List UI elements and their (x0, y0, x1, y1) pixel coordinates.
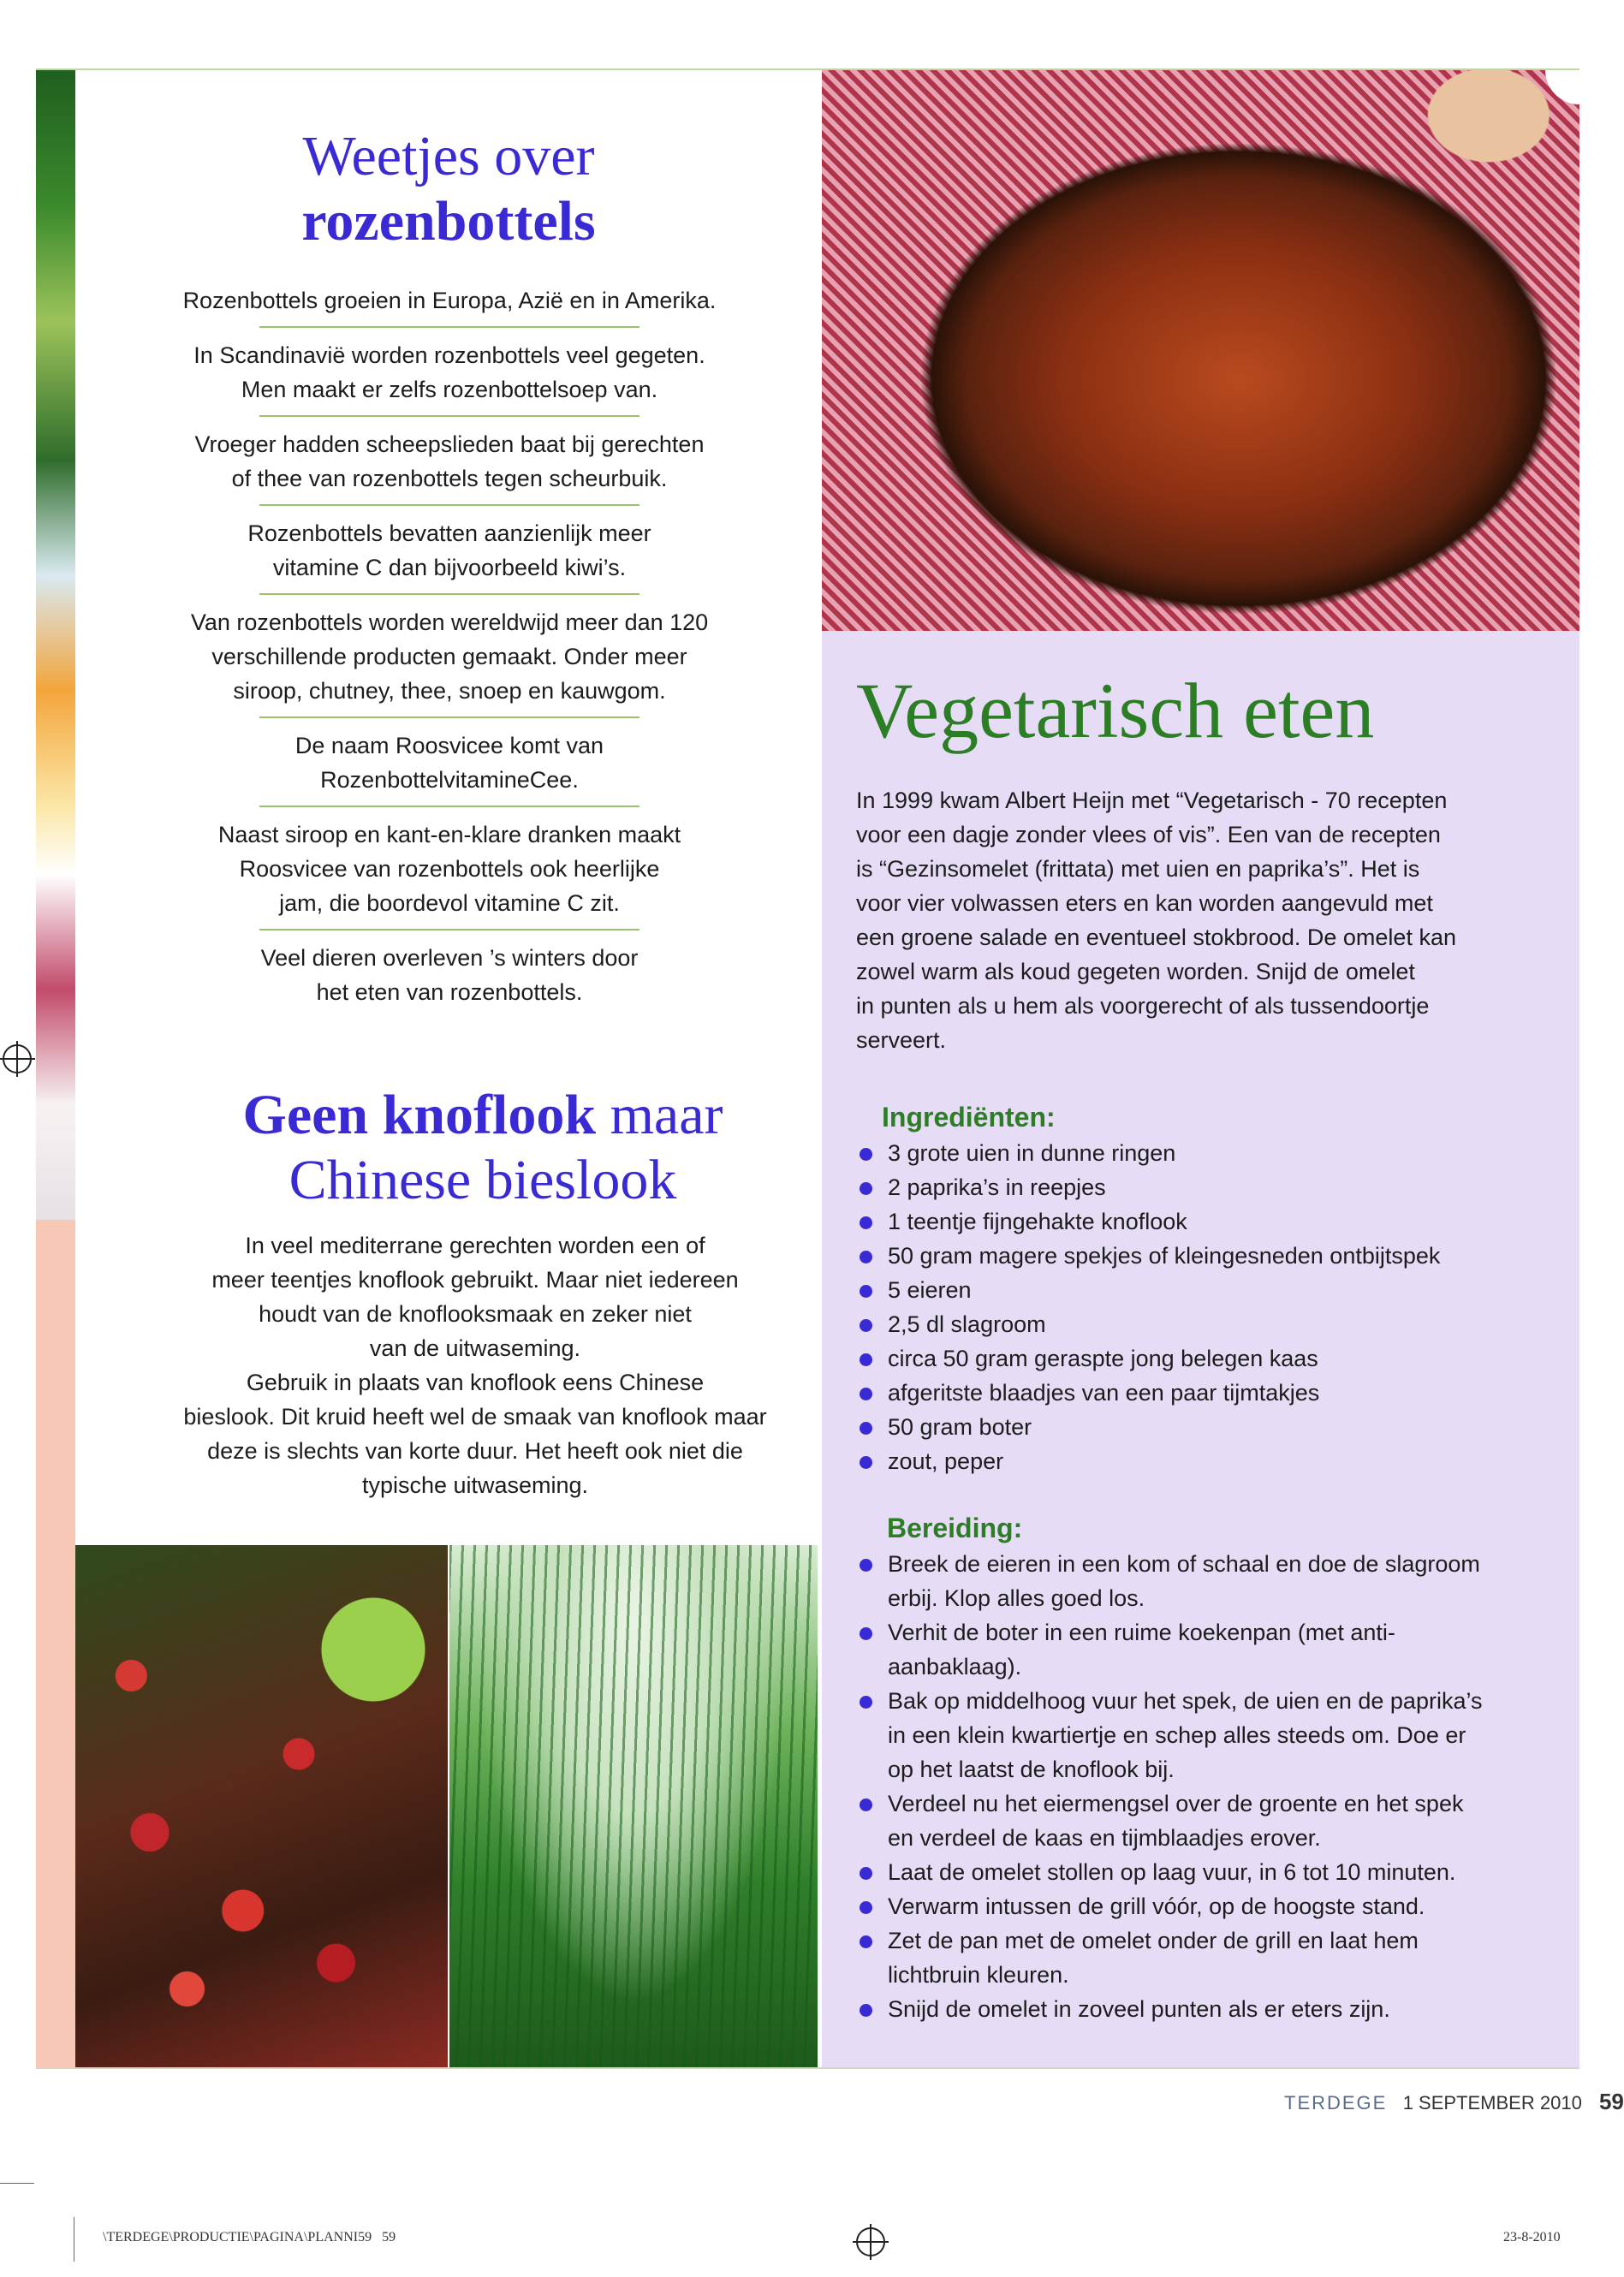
garlic-title-bold: Geen knoflook (242, 1084, 597, 1146)
fact-item: Veel dieren overleven ’s winters door het eten van rozenbottels. (260, 945, 639, 1005)
preparation-step: Verhit de boter in een ruime koekenpan (met anti- aanbaklaag). (856, 1615, 1532, 1684)
ingredient-item: 50 gram boter (856, 1410, 1532, 1444)
fact-item: Rozenbottels bevatten aanzienlijk meer vitamine C dan bijvoorbeeld kiwi’s. (247, 520, 651, 580)
fact-item: De naam Roosvicee komt van RozenbottelvitamineCee. (294, 733, 604, 793)
rosehip-photo (75, 1545, 448, 2067)
fact-item: Van rozenbottels worden wereldwijd meer dan 120 verschillende producten gemaakt. Onder meer siroop, chutney, thee, snoep en kauwgom. (190, 609, 709, 704)
footer-page-number: 59 (1598, 2089, 1624, 2114)
registration-mark-icon (3, 1044, 32, 1073)
fact-item: In Scandinavië worden rozenbottels veel gegeten. Men maakt er zelfs rozenbottelsoep van. (193, 342, 705, 402)
fact-item: Naast siroop en kant-en-klare dranken maakt Roosvicee van rozenbottels ook heerlijke jam, die boordevol vitamine C zit. (217, 822, 681, 916)
ingredient-item: 5 eieren (856, 1273, 1532, 1307)
crop-mark-horizontal (0, 2183, 34, 2184)
slug-path: \TERDEGE\PRODUCTIE\PAGINA\PLANNI59 59 (103, 2230, 396, 2244)
preparation-step: Snijd de omelet in zoveel punten als er eters zijn. (856, 1992, 1532, 2026)
ingredient-item: 2,5 dl slagroom (856, 1307, 1532, 1341)
ingredient-item: circa 50 gram geraspte jong belegen kaas (856, 1341, 1532, 1376)
fact-separator (259, 806, 639, 807)
preparation-step: Laat de omelet stollen op laag vuur, in 6 tot 10 minuten. (856, 1855, 1532, 1889)
preparation-heading: Bereiding: (887, 1513, 1023, 1543)
footer-magazine: TERDEGE (1284, 2092, 1388, 2114)
slug-date: 23-8-2010 (1503, 2230, 1561, 2244)
preparation-list (856, 1547, 1532, 2026)
facts-title (75, 124, 822, 254)
facts-list (137, 278, 762, 1018)
ingredient-item: 3 grote uien in dunne ringen (856, 1136, 1532, 1170)
facts-title-line1: Weetjes over (302, 125, 595, 187)
preparation-step: Verwarm intussen de grill vóór, op de hoogste stand. (856, 1889, 1532, 1923)
fact-separator (259, 504, 639, 506)
ingredient-item: 2 paprika’s in reepjes (856, 1170, 1532, 1204)
fact-item: Vroeger hadden scheepslieden baat bij gerechten of thee van rozenbottels tegen scheurbuik. (194, 431, 705, 491)
fact-separator (259, 415, 639, 417)
ingredients-heading: Ingrediënten: (882, 1102, 1056, 1133)
fact-separator (259, 716, 639, 718)
fact-item: Rozenbottels groeien in Europa, Azië en in Amerika. (182, 288, 717, 313)
garlic-title-rest: maar (596, 1084, 723, 1146)
ingredient-item: 50 gram magere spekjes of kleingesneden ontbijtspek (856, 1239, 1532, 1273)
fact-separator (259, 326, 639, 328)
footer-date: 1 SEPTEMBER 2010 (1402, 2092, 1582, 2114)
ingredients-list (856, 1136, 1532, 1478)
garlic-title (75, 1083, 890, 1213)
left-pink-strip (36, 1220, 75, 2067)
recipe-title: Vegetarisch eten (856, 667, 1375, 754)
ingredient-item: 1 teentje fijngehakte knoflook (856, 1204, 1532, 1239)
garlic-title-line2: Chinese bieslook (289, 1149, 677, 1211)
garlic-text: In veel mediterrane gerechten worden een of meer teentjes knoflook gebruikt. Maar niet iedereen houdt van de knoflooksmaak en zeker niet van de uitwaseming. Gebruik in plaats van knoflook eens Chinese bieslook. Dit kruid heeft wel de smaak van knoflook maar deze is slechts van korte duur. Het heeft ook niet die typische uitwaseming. (183, 1233, 767, 1498)
preparation-step: Zet de pan met de omelet onder de grill en laat hem lichtbruin kleuren. (856, 1923, 1532, 1992)
left-decorative-strip (36, 68, 75, 1220)
preparation-step: Bak op middelhoog vuur het spek, de uien en de paprika’s in een klein kwartiertje en schep alles steeds om. Doe er op het laatst de knoflook bij. (856, 1684, 1532, 1787)
ingredient-item: zout, peper (856, 1444, 1532, 1478)
preparation-step: Breek de eieren in een kom of schaal en doe de slagroom erbij. Klop alles goed los. (856, 1547, 1532, 1615)
page-footer (1284, 2089, 1624, 2116)
fact-separator (259, 929, 639, 930)
frittata-photo (822, 70, 1579, 631)
facts-title-line2: rozenbottels (301, 190, 596, 253)
chives-photo (449, 1545, 818, 2067)
preparation-step: Verdeel nu het eiermengsel over de groente en het spek en verdeel de kaas en tijmblaadjes erover. (856, 1787, 1532, 1855)
recipe-intro: In 1999 kwam Albert Heijn met “Vegetarisch - 70 recepten voor een dagje zonder vlees of vis”. Een van de recepten is “Gezinsomelet (frittata) met uien en paprika’s”. Het is voor vier volwassen eters en kan worden aangevuld met een groene salade en eventueel stokbrood. De omelet kan zowel warm als koud gegeten worden. Snijd de omelet in punten als u hem als voorgerecht of als tussendoortje serveert. (856, 788, 1456, 1053)
ingredient-item: afgeritste blaadjes van een paar tijmtakjes (856, 1376, 1532, 1410)
fact-separator (259, 593, 639, 595)
registration-mark-icon (856, 2227, 885, 2256)
bottom-frame-line (36, 2067, 1579, 2069)
